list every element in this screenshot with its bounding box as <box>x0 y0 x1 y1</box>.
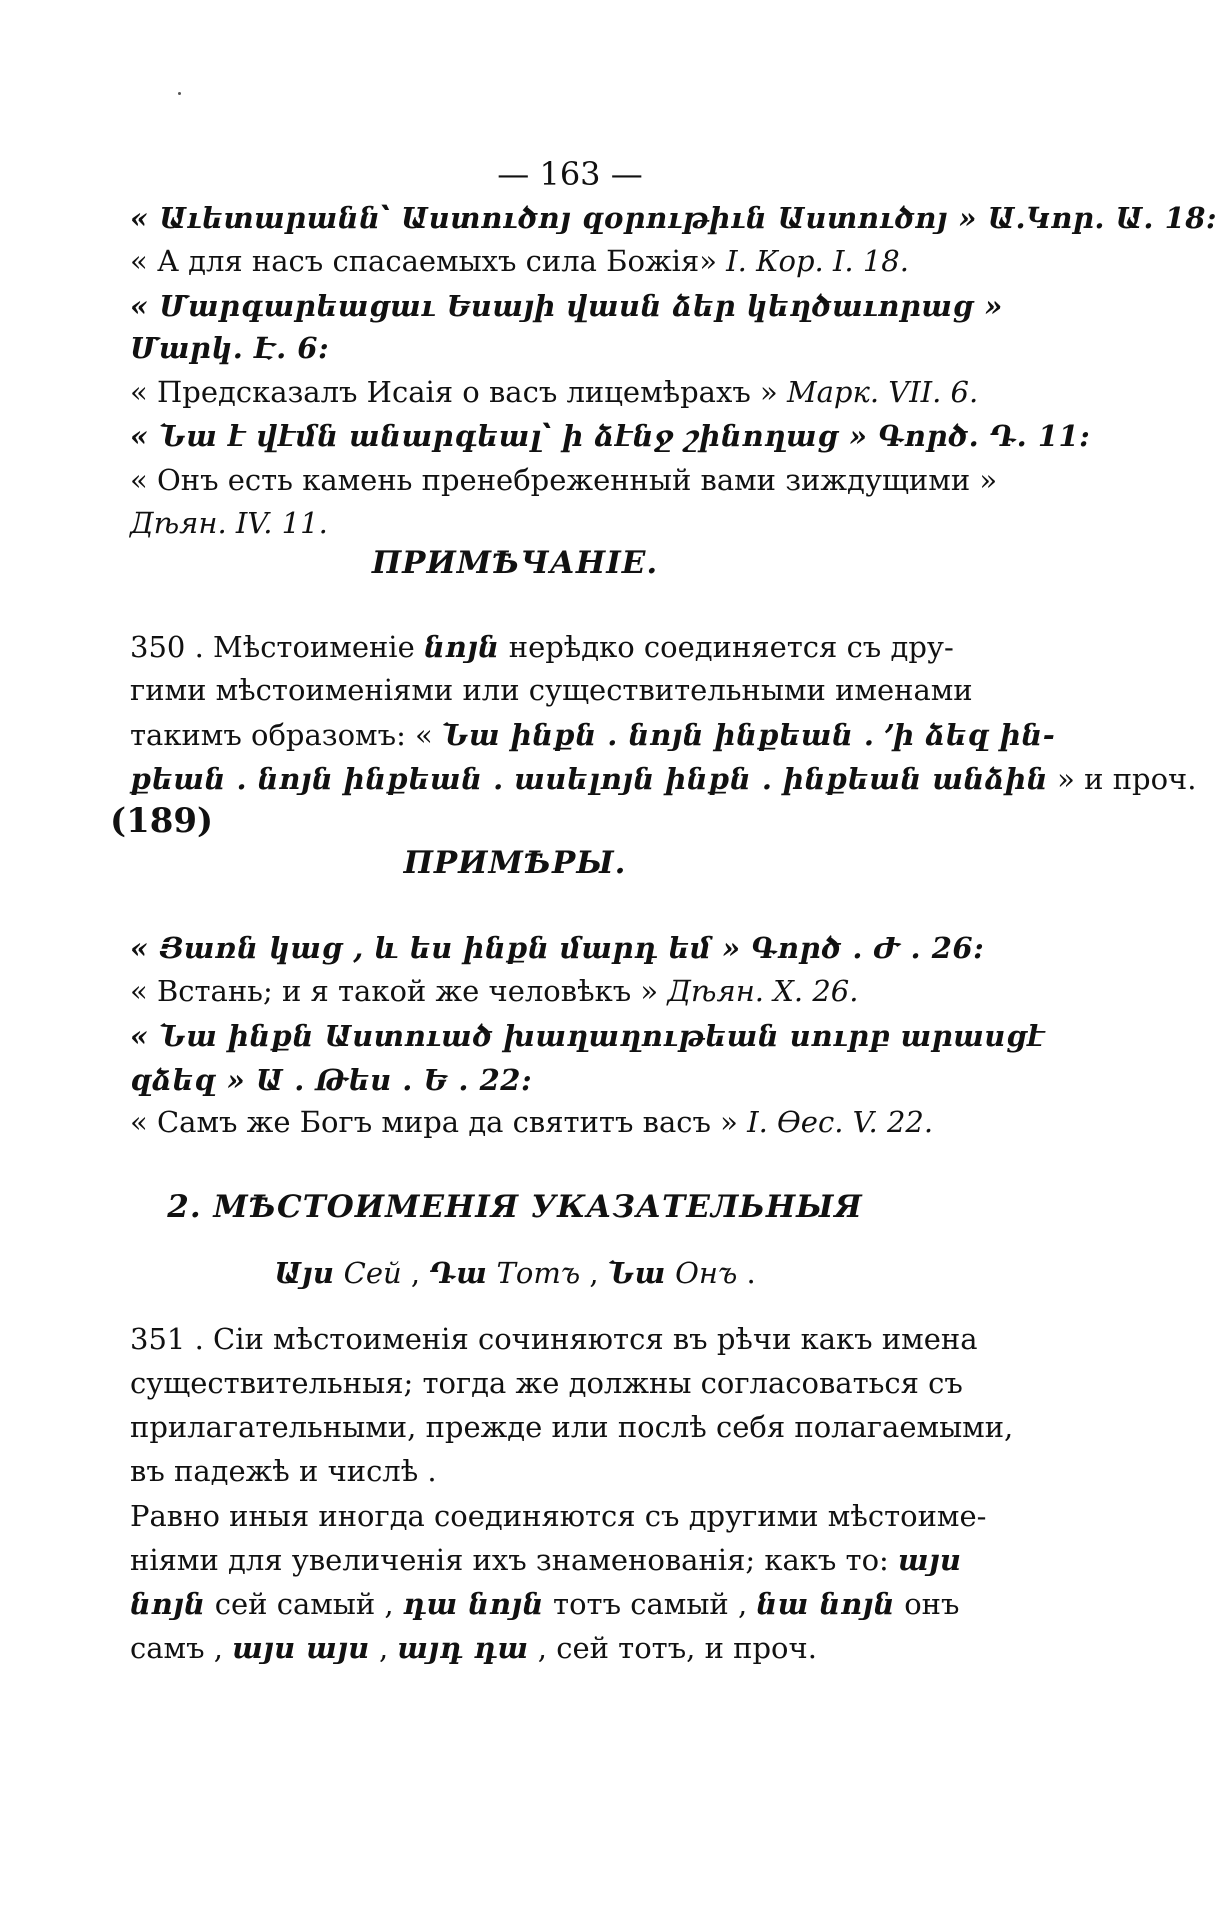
text: ніями для увеличенія ихъ знаменованія; какъ то: <box>130 1543 899 1577</box>
reference: Дѣян. X. 26. <box>667 974 859 1008</box>
margin-marker: (189) <box>110 801 214 841</box>
text: онъ <box>895 1587 960 1621</box>
translation-line <box>130 1102 934 1142</box>
armenian-word: այս <box>898 1543 962 1577</box>
armenian-quote-line: « Նա ինքն Աստուած խաղաղութեան սուրբ արասցէ <box>130 1019 1045 1053</box>
text: сей самый , <box>205 1587 403 1621</box>
text: нерѣдко соединяется съ дру- <box>499 630 954 664</box>
armenian-words: քեան . նոյն ինքեան . ասելոյն ինքն . ինքեան անձին <box>130 762 1048 796</box>
text: 350 . Мѣстоименіе <box>130 630 424 664</box>
paragraph-350-line <box>130 627 954 667</box>
translation-line <box>130 971 900 1011</box>
quote-text: « Встань; и я такой же человѣкъ » <box>130 974 668 1008</box>
paragraph-351-line: существительныя; тогда же должны согласоваться съ <box>130 1366 963 1400</box>
armenian-word: այդ դա <box>397 1631 529 1665</box>
paragraph-351-line: 351 . Сіи мѣстоименія сочиняются въ рѣчи какъ имена <box>130 1322 978 1356</box>
armenian-quote-line: « Աւետարանն՝ Աստուծոյ զօրութիւն Աստուծոյ » Ա.Կոր. Ա. 18: <box>130 201 1217 235</box>
armenian-word: նոյն <box>130 1587 206 1621</box>
armenian-word: նա նոյն <box>756 1587 895 1621</box>
paragraph-350-line: гими мѣстоименіями или существительными именами <box>130 673 973 707</box>
paragraph-350-line <box>130 759 1197 799</box>
print-speck <box>178 92 181 95</box>
text: самъ , <box>130 1631 233 1665</box>
armenian-quote-line: « Նա է վէմն անարգեալ՝ ի ձէնջ շինողաց » Գործ. Դ. 11: <box>130 419 1091 453</box>
translation-line <box>130 241 909 281</box>
russian-pronoun: Тотъ <box>496 1256 581 1290</box>
armenian-pronoun: Նա <box>607 1256 666 1290</box>
paragraph-line <box>130 1584 960 1624</box>
text: , сей тотъ, и проч. <box>528 1631 817 1665</box>
armenian-word: նոյն <box>423 630 500 664</box>
russian-pronoun: Онъ <box>675 1256 738 1290</box>
armenian-pronoun: Դա <box>429 1256 488 1290</box>
quote-text: « А для насъ спасаемыхъ сила Божія» <box>130 244 727 278</box>
pronoun-list: Այս Сей , Դա Тотъ , Նա Онъ . <box>274 1256 756 1290</box>
armenian-word: այս այս <box>232 1631 370 1665</box>
page-number: — 163 — <box>497 155 643 193</box>
text: такимъ образомъ: « <box>130 718 443 752</box>
paragraph-line <box>130 1628 900 1668</box>
paragraph-line: Равно иныя иногда соединяются съ другими мѣстоиме- <box>130 1499 987 1533</box>
quote-text: « Самъ же Богъ мира да святитъ васъ » <box>130 1105 748 1139</box>
quote-text: « Предсказалъ Исаія о васъ лицемѣрахъ » <box>130 375 787 409</box>
text: тотъ самый , <box>543 1587 757 1621</box>
text: , <box>369 1631 398 1665</box>
translation-line: « Онъ есть камень пренебреженный вами зиждущими » <box>130 463 998 497</box>
section-heading: 2. МѢСТОИМЕНІЯ УКАЗАТЕЛЬНЫЯ <box>167 1189 863 1225</box>
reference: I. Кор. I. 18. <box>726 244 909 278</box>
armenian-pronoun: Այս <box>274 1256 335 1290</box>
reference: I. Ѳес. V. 22. <box>747 1105 934 1139</box>
paragraph-350-line <box>130 715 1056 755</box>
armenian-quote-line: « Մարգարեացաւ Եսայի վասն ձեր կեղծաւորաց » <box>130 289 1003 323</box>
translation-line <box>130 372 979 412</box>
paragraph-line <box>130 1540 962 1580</box>
reference: Марк. VII. 6. <box>786 375 979 409</box>
examples-heading: ПРИМѢРЫ. <box>403 845 627 881</box>
paragraph-351-line: прилагательными, прежде или послѣ себя полагаемыми, <box>130 1410 1014 1444</box>
armenian-words: Նա ինքն . նոյն ինքեան . ՚ի ձեզ ին- <box>442 718 1056 752</box>
armenian-reference: Մարկ. Է. 6: <box>130 331 330 365</box>
armenian-quote-line: զձեզ » Ա . Թես . Ե . 22: <box>130 1063 533 1097</box>
paragraph-351-line: въ падежѣ и числѣ . <box>130 1454 437 1488</box>
armenian-quote-line: « Յառն կաց , և ես ինքն մարդ եմ » Գործ . Ժ . 26: <box>130 931 985 965</box>
reference: Дѣян. IV. 11. <box>130 506 328 540</box>
text: » и проч. <box>1047 762 1197 796</box>
russian-pronoun: Сей <box>343 1256 402 1290</box>
armenian-word: դա նոյն <box>402 1587 544 1621</box>
note-heading: ПРИМѢЧАНІЕ. <box>371 545 659 581</box>
